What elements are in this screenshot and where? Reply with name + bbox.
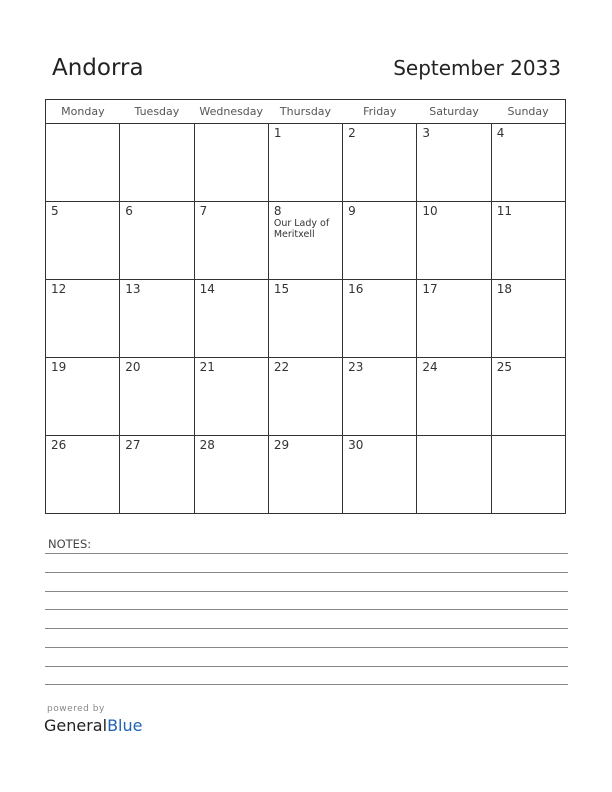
day-number xyxy=(195,124,268,126)
day-number: 2 xyxy=(348,126,356,140)
day-number: 9 xyxy=(348,204,356,218)
day-cell xyxy=(491,124,565,202)
day-number: 27 xyxy=(125,438,141,452)
notes-label: NOTES: xyxy=(48,537,92,551)
day-number xyxy=(492,436,565,438)
note-line xyxy=(45,628,568,629)
day-number xyxy=(120,124,193,126)
brand-logo xyxy=(44,716,142,735)
weekday-header: Saturday xyxy=(417,100,491,124)
brand-general: General xyxy=(44,716,108,735)
holiday-label: Our Lady of Meritxell xyxy=(273,218,330,240)
day-cell xyxy=(268,358,342,436)
day-number: 3 xyxy=(422,126,431,140)
day-number: 8 xyxy=(273,204,282,218)
day-cell xyxy=(268,124,342,202)
day-number: 4 xyxy=(496,126,505,140)
day-cell xyxy=(343,358,417,436)
day-number xyxy=(417,436,490,438)
day-cell xyxy=(268,280,342,358)
day-cell xyxy=(343,280,417,358)
note-line xyxy=(45,553,568,554)
note-line xyxy=(45,591,568,592)
day-number: 20 xyxy=(125,360,141,374)
day-cell xyxy=(417,436,491,514)
day-number: 28 xyxy=(199,438,215,452)
day-cell xyxy=(417,202,491,280)
week-row xyxy=(46,280,566,358)
day-number: 17 xyxy=(422,282,438,296)
brand-blue: Blue xyxy=(107,716,143,735)
weekday-header: Wednesday xyxy=(194,100,268,124)
day-cell xyxy=(268,202,342,280)
week-row xyxy=(46,124,566,202)
note-line xyxy=(45,666,568,667)
day-number: 15 xyxy=(273,282,290,296)
day-number: 23 xyxy=(348,360,364,374)
weekday-header: Friday xyxy=(343,100,417,124)
week-row xyxy=(46,358,566,436)
day-cell xyxy=(194,124,268,202)
month-year-title: September 2033 xyxy=(393,56,561,80)
day-cell xyxy=(417,358,491,436)
day-cell xyxy=(46,124,120,202)
day-cell xyxy=(194,202,268,280)
day-cell xyxy=(46,436,120,514)
weekday-header: Sunday xyxy=(491,100,565,124)
day-number: 16 xyxy=(348,282,364,296)
day-number: 24 xyxy=(422,360,438,374)
weekday-header: Monday xyxy=(46,100,120,124)
note-line xyxy=(45,609,568,610)
day-cell xyxy=(120,202,194,280)
day-cell xyxy=(491,436,565,514)
note-line xyxy=(45,647,568,648)
note-line xyxy=(45,572,568,573)
weekday-header-row xyxy=(46,100,566,124)
day-number: 12 xyxy=(51,282,67,296)
day-number: 10 xyxy=(422,204,438,218)
note-line xyxy=(45,684,568,685)
day-cell xyxy=(120,280,194,358)
day-number: 21 xyxy=(199,360,215,374)
day-cell xyxy=(120,124,194,202)
day-cell xyxy=(46,358,120,436)
day-cell xyxy=(417,280,491,358)
day-cell xyxy=(343,124,417,202)
day-cell xyxy=(491,358,565,436)
day-cell xyxy=(194,436,268,514)
day-number xyxy=(46,124,119,126)
day-number: 5 xyxy=(51,204,59,218)
day-cell xyxy=(491,202,565,280)
day-number: 22 xyxy=(273,360,290,374)
day-number: 25 xyxy=(496,360,512,374)
day-cell xyxy=(46,280,120,358)
day-number: 19 xyxy=(51,360,67,374)
day-number: 26 xyxy=(51,438,67,452)
day-cell xyxy=(491,280,565,358)
powered-by-text: powered by xyxy=(47,704,105,714)
week-row xyxy=(46,202,566,280)
day-number: 6 xyxy=(125,204,133,218)
day-number: 11 xyxy=(496,204,512,218)
day-cell xyxy=(120,436,194,514)
day-number: 13 xyxy=(125,282,141,296)
day-cell xyxy=(343,202,417,280)
week-row xyxy=(46,436,566,514)
day-number: 30 xyxy=(348,438,364,452)
weekday-header: Tuesday xyxy=(120,100,194,124)
day-cell xyxy=(194,358,268,436)
day-number: 1 xyxy=(273,126,282,140)
day-cell xyxy=(417,124,491,202)
day-number: 29 xyxy=(273,438,290,452)
weekday-header: Thursday xyxy=(268,100,342,124)
day-number: 18 xyxy=(496,282,512,296)
calendar-grid xyxy=(45,99,566,514)
country-title: Andorra xyxy=(52,55,144,81)
day-cell xyxy=(268,436,342,514)
day-cell xyxy=(194,280,268,358)
day-cell xyxy=(46,202,120,280)
day-cell xyxy=(343,436,417,514)
day-number: 7 xyxy=(199,204,208,218)
day-number: 14 xyxy=(199,282,215,296)
day-cell xyxy=(120,358,194,436)
